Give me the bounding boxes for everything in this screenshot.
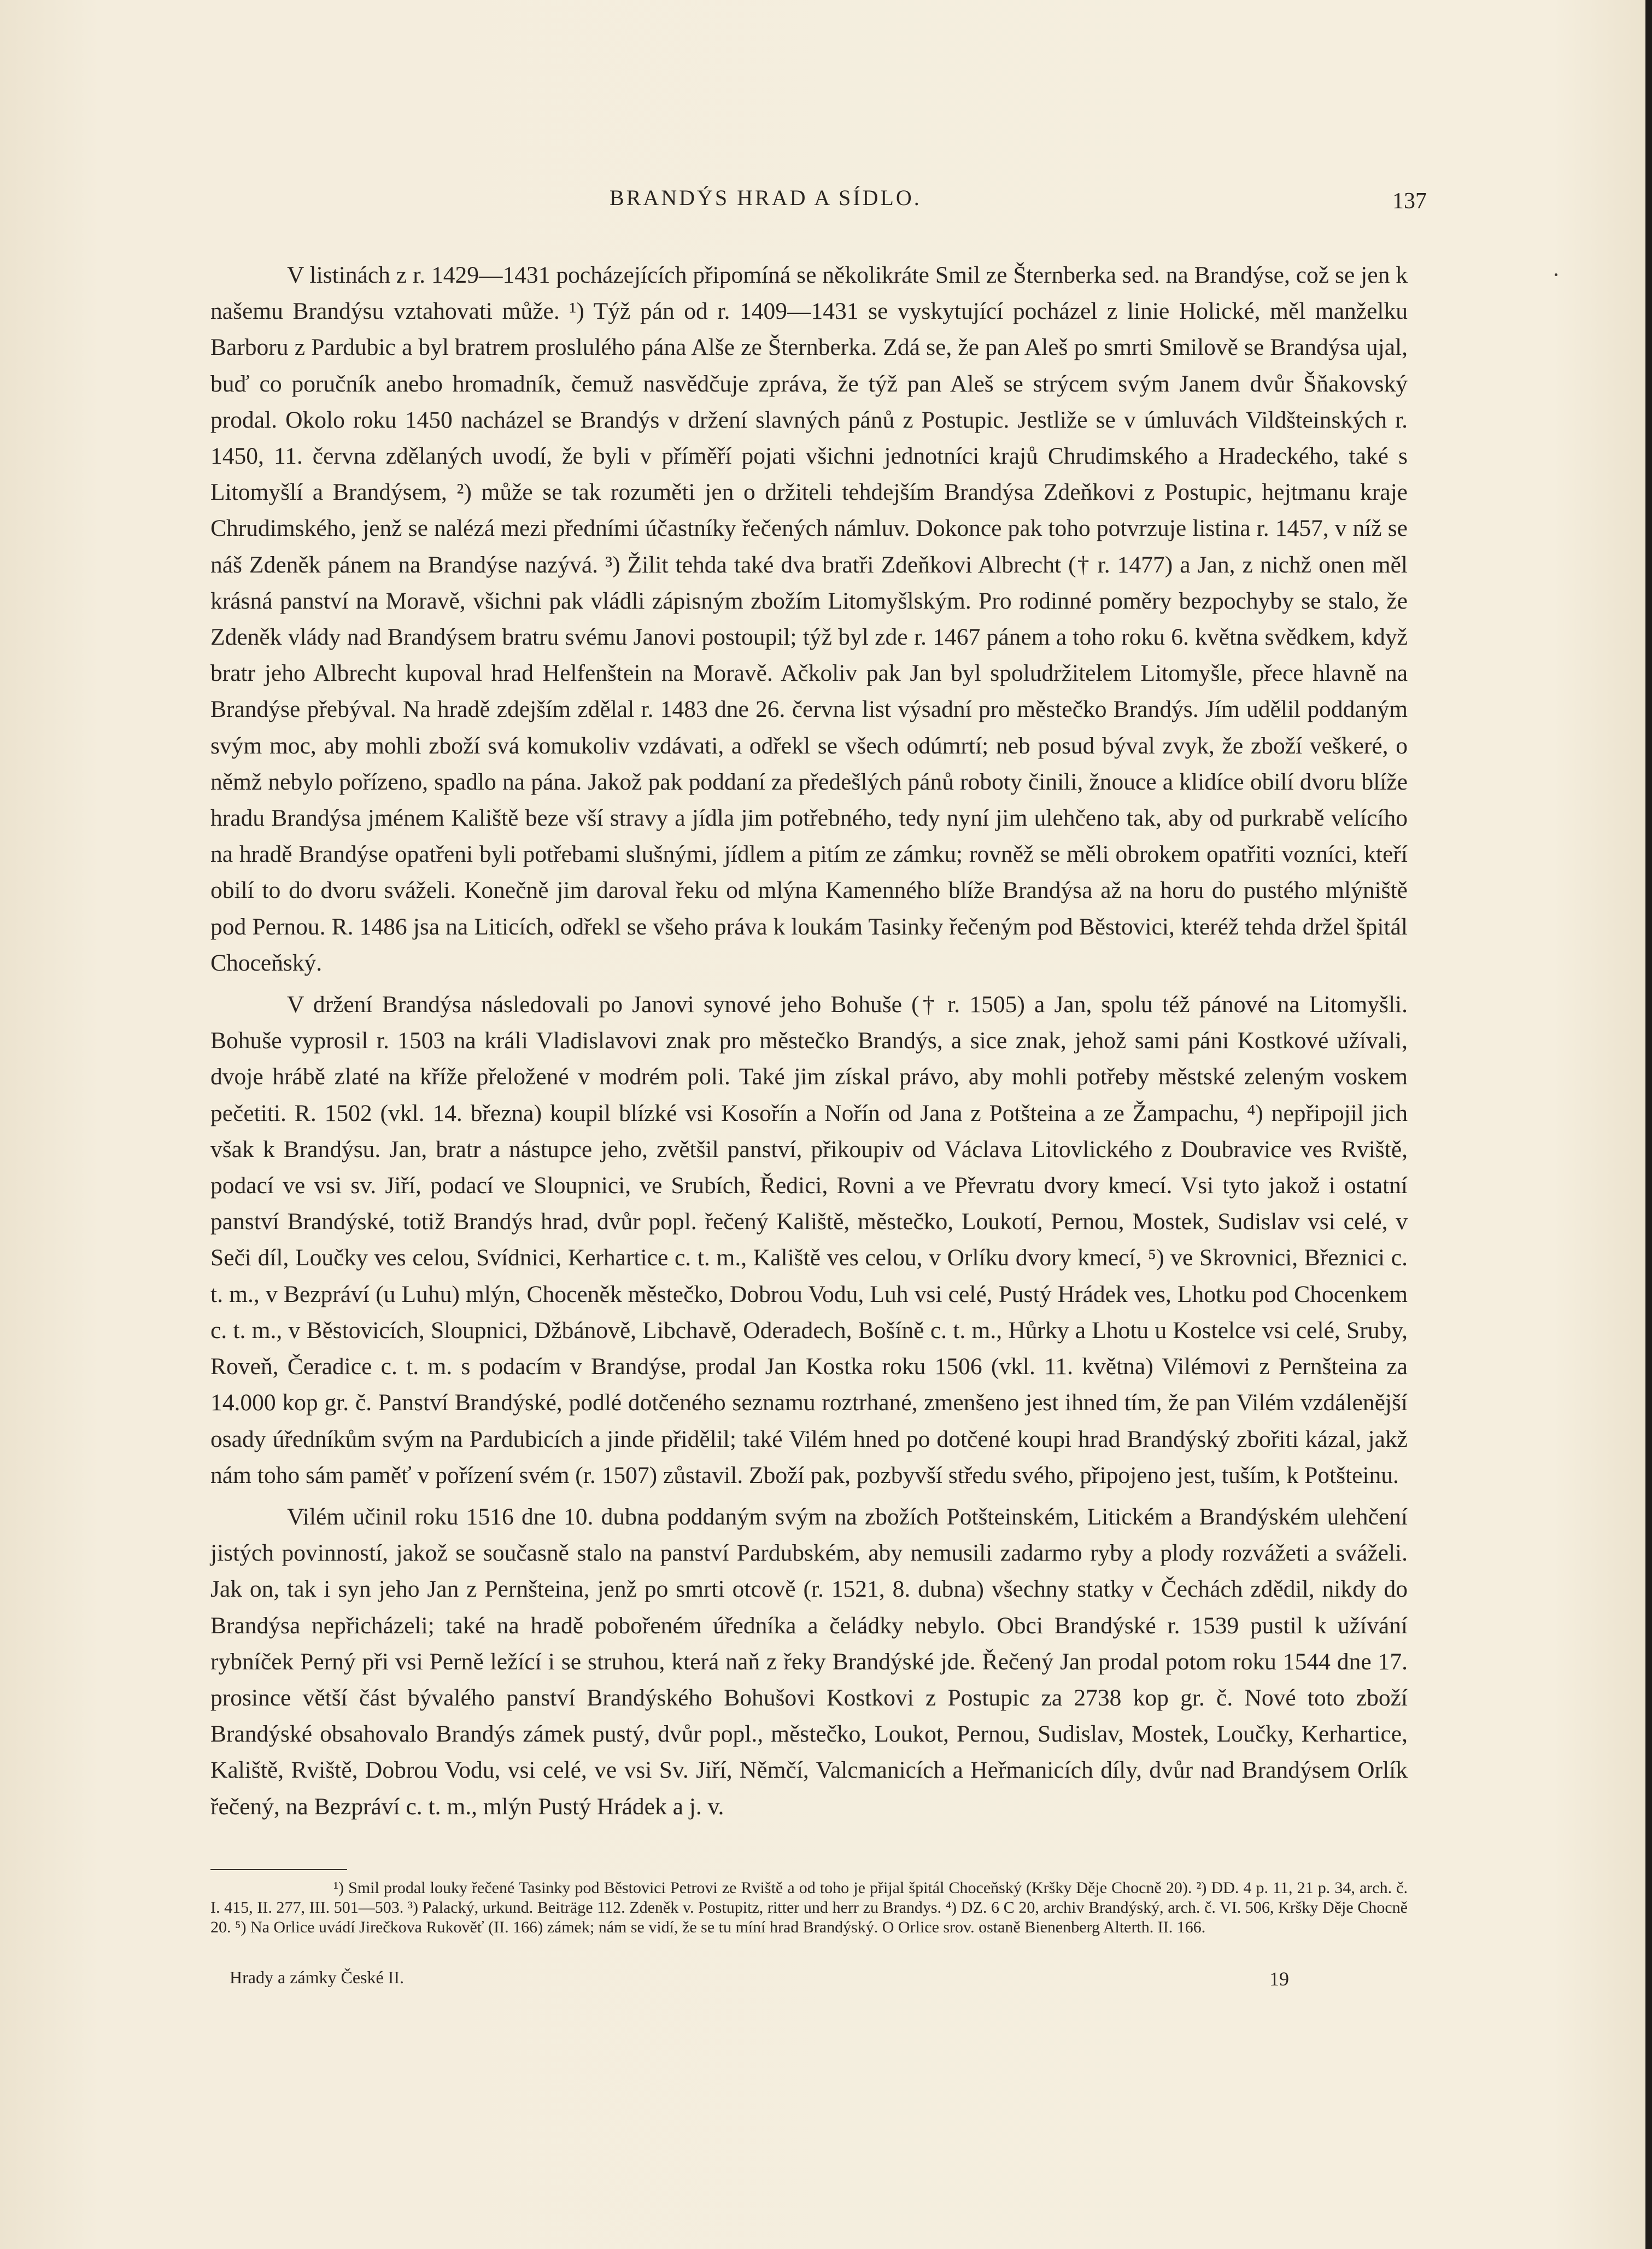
footnotes: [210, 1878, 1408, 1937]
footer-signature: Hrady a zámky České II.: [230, 1967, 404, 1987]
scan-edge: [1645, 0, 1652, 2249]
running-title: BRANDÝS HRAD A SÍDLO.: [610, 185, 922, 210]
page-number: 137: [1392, 189, 1427, 214]
footnote-text: ¹) Smil prodal louky řečené Tasinky pod Běstovici Petrovi ze Rviště a od toho je přijal špitál Choceňský (Kršky Děje Chocně 20). ²) DD. 4 p. 11, 21 p. 34, arch. č. I. 415, II. 277, III. 501—503. ³) Palacký, urkund. Beiträge 112. Zdeněk v. Postupitz, ritter und herr zu Brandys. ⁴) DZ. 6 C 20, archiv Brandýský, arch. č. VI. 506, Kršky Děje Chocně 20. ⁵) Na Orlice uvádí Jirečkova Rukověť (II. 166) zámek; nám se vidí, že se tu míní hrad Brandýský. O Orlice srov. ostaně Bienenberg Alterth. II. 166.: [210, 1879, 1408, 1936]
page-header: [210, 185, 1427, 223]
paragraph-1: V listinách z r. 1429—1431 pocházejících připomíná se několikráte Smil ze Šternberka sed. na Brandýse, což se jen k našemu Brandýsu vztahovati může. ¹) Týž pán od r. 1409—1431 se vyskytující pocházel z linie Holické, měl manželku Barboru z Pardubic a byl bratrem proslulého pána Alše ze Šternberka. Zdá se, že pan Aleš po smrti Smilově se Brandýsa ujal, buď co poručník anebo hromadník, čemuž nasvědčuje zpráva, že týž pan Aleš se strýcem svým Janem dvůr Šňakovský prodal. Okolo roku 1450 nacházel se Brandýs v držení slavných pánů z Postupic. Jestliže se v úmluvách Vildšteinských r. 1450, 11. června zdělaných uvodí, že byli v příměří pojati všichni jednotníci krajů Chrudimského a Hradeckého, také s Litomyšlí a Brandýsem, ²) může se tak rozuměti jen o držiteli tehdejším Brandýsa Zdeňkovi z Postupic, hejtmanu kraje Chrudimského, jenž se nalézá mezi předními účastníky řečených námluv. Dokonce pak toho potvrzuje listina r. 1457, v níž se náš Zdeněk pánem na Brandýse nazývá. ³) Žilit tehda také dva bratři Zdeňkovi Albrecht († r. 1477) a Jan, z nichž onen měl krásná panství na Moravě, všichni pak vládli zápisným zbožím Litomyšlským. Pro rodinné poměry bezpochyby se stalo, že Zdeněk vlády nad Brandýsem bratru svému Janovi postoupil; týž byl zde r. 1467 pánem a toho roku 6. května svědkem, když bratr jeho Albrecht kupoval hrad Helfenštein na Moravě. Ačkoliv pak Jan byl spoludržitelem Litomyšle, přece hlavně na Brandýse přebýval. Na hradě zdejším zdělal r. 1483 dne 26. června list výsadní pro městečko Brandýs. Jím udělil poddaným svým moc, aby mohli zboží svá komukoliv vzdávati, a odřekl se všech odúmrtí; neb posud býval zvyk, že zboží veškeré, o němž nebylo pořízeno, spadlo na pána. Jakož pak poddaní za předešlých pánů roboty činili, žnouce a klidíce obilí dvoru blíže hradu Brandýsa jménem Kaliště beze vší stravy a jídla jim potřebného, tedy nyní jim ulehčeno tak, aby od purkrabě velícího na hradě Brandýse opatřeni byli potřebami slušnými, jídlem a pitím ze zámku; rovněž se měli obrokem opatřiti vozníci, kteří obilí to do dvoru sváželi. Konečně jim daroval řeku od mlýna Kamenného blíže Brandýsa až na horu do pustého mlýniště pod Pernou. R. 1486 jsa na Liticích, odřekl se všeho práva k loukám Tasinky řečeným pod Běstovici, kteréž tehda držel špitál Choceňský.: [210, 262, 1408, 976]
footnote-rule: [210, 1869, 347, 1870]
footer-sheet-number: 19: [1269, 1968, 1289, 1990]
paragraph-2: V držení Brandýsa následovali po Janovi synové jeho Bohuše († r. 1505) a Jan, spolu též pánové na Litomyšli. Bohuše vyprosil r. 1503 na králi Vladislavovi znak pro městečko Brandýs, a sice znak, jehož sami páni Kostkové užívali, dvoje hrábě zlaté na kříže přeložené v modrém poli. Také jim získal právo, aby mohli potřeby městské zeleným voskem pečetiti. R. 1502 (vkl. 14. března) koupil blízké vsi Kosořín a Nořín od Jana z Potšteina a ze Žampachu, ⁴) nepřipojil jich však k Brandýsu. Jan, bratr a nástupce jeho, zvětšil panství, přikoupiv od Václava Litovlického z Doubravice ves Rviště, podací ve vsi sv. Jiří, podací ve Sloupnici, ve Srubích, Ředici, Rovni a ve Převratu dvory kmecí. Vsi tyto jakož i ostatní panství Brandýské, totiž Brandýs hrad, dvůr popl. řečený Kaliště, městečko, Loukotí, Pernou, Mostek, Sudislav vsi celé, v Seči díl, Loučky ves celou, Svídnici, Kerhartice c. t. m., Kaliště ves celou, v Orlíku dvory kmecí, ⁵) ve Skrovnici, Březnici c. t. m., v Bezpráví (u Luhu) mlýn, Choceněk městečko, Dobrou Vodu, Luh vsi celé, Pustý Hrádek ves, Lhotku pod Chocenkem c. t. m., v Běstovicích, Sloupnici, Džbánově, Libchavě, Oderadech, Bošíně c. t. m., Hůrky a Lhotu u Kostelce vsi celé, Sruby, Roveň, Čeradice c. t. m. s podacím v Brandýse, prodal Jan Kostka roku 1506 (vkl. 11. května) Vilémovi z Pernšteina za 14.000 kop gr. č. Panství Brandýské, podlé dotčeného seznamu roztrhané, zmenšeno jest ihned tím, že pan Vilém vzdálenější osady úředníkům svým na Pardubicích a jinde přidělil; také Vilém hned po dotčené koupi hrad Brandýský zbořiti kázal, jakž nám toho sám paměť v pořízení svém (r. 1507) zůstavil. Zboží pak, pozbyvší středu svého, připojeno jest, tuším, k Potšteinu.: [210, 991, 1408, 1488]
ink-speck: [1555, 273, 1557, 276]
body-text: [210, 257, 1408, 1825]
paragraph-3: Vilém učinil roku 1516 dne 10. dubna poddaným svým na zbožích Potšteinském, Litickém a Brandýském ulehčení jistých povinností, jakož se současně stalo na panství Pardubském, aby nemusili zadarmo ryby a plody rozvážeti a sváželi. Jak on, tak i syn jeho Jan z Pernšteina, jenž po smrti otcově (r. 1521, 8. dubna) všechny statky v Čechách zdědil, nikdy do Brandýsa nepřicházeli; také na hradě pobořeném úředníka a čeládky nebylo. Obci Brandýské r. 1539 pustil k užívání rybníček Perný při vsi Perně ležící i se struhou, která naň z řeky Brandýské jde. Řečený Jan prodal potom roku 1544 dne 17. prosince větší část bývalého panství Brandýského Bohušovi Kostkovi z Postupic za 2738 kop gr. č. Nové toto zboží Brandýské obsahovalo Brandýs zámek pustý, dvůr popl., městečko, Loukot, Pernou, Sudislav, Mostek, Loučky, Kerhartice, Kaliště, Rviště, Dobrou Vodu, vsi celé, ve vsi Sv. Jiří, Němčí, Valcmanicích a Heřmanicích díly, dvůr nad Brandýsem Orlík řečený, na Bezpráví c. t. m., mlýn Pustý Hrádek a j. v.: [210, 1503, 1408, 1820]
